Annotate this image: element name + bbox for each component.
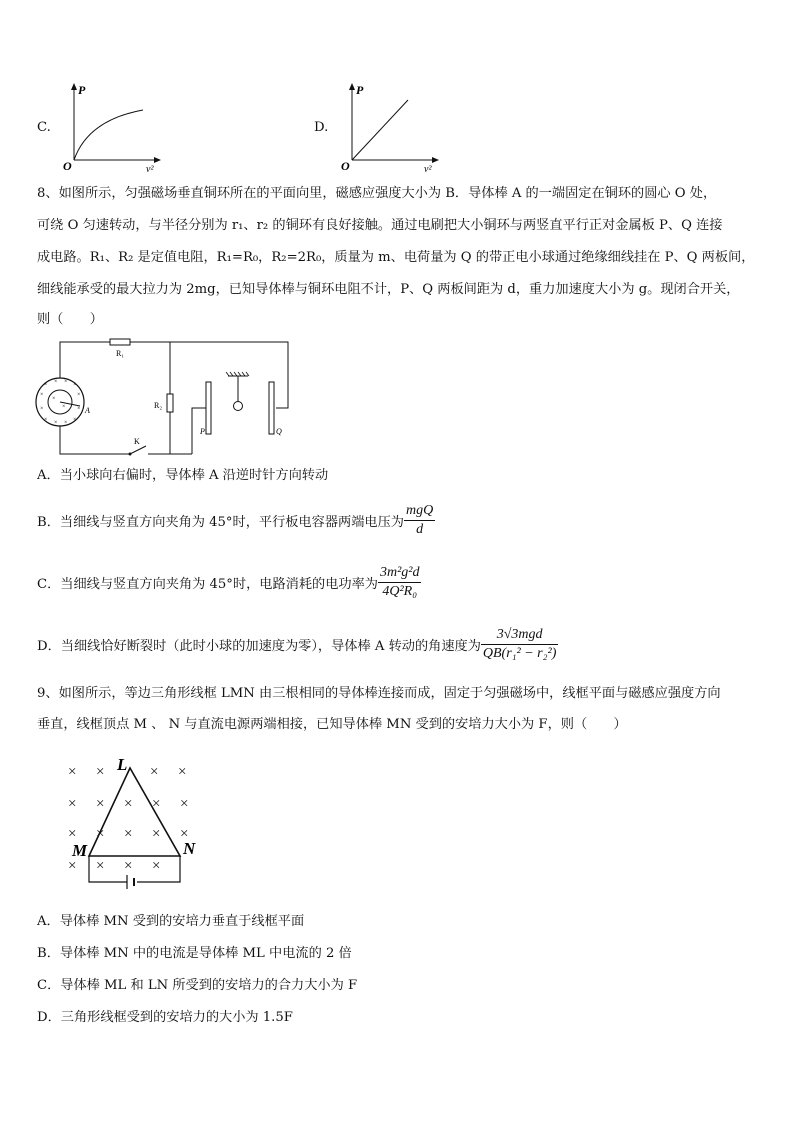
q9-line-1: 9、如图所示，等边三角形线框 LMN 由三根相同的导体棒连接而成，固定于匀强磁场中，线框平面与磁感应强度方向	[37, 686, 721, 701]
svg-text:×: ×	[40, 392, 44, 398]
q8-line-1: 8、如图所示，匀强磁场垂直铜环所在的平面向里，磁感应强度大小为 B．导体棒 A 的一端固定在铜环的圆心 O 处，	[37, 186, 717, 201]
q8-option-b-text: B．当细线与竖直方向夹角为 45°时，平行板电容器两端电压为	[37, 515, 404, 530]
svg-text:×: ×	[96, 858, 105, 874]
q9-option-b: B．导体棒 MN 中的电流是导体棒 ML 中电流的 2 倍	[37, 946, 352, 961]
svg-text:×: ×	[44, 382, 48, 388]
graph-c-origin: O	[63, 159, 72, 172]
svg-text:×: ×	[68, 858, 77, 874]
svg-text:×: ×	[178, 764, 187, 780]
svg-text:×: ×	[73, 417, 77, 423]
q9-option-c: C．导体棒 ML 和 LN 所受到的安培力的合力大小为 F	[37, 978, 358, 993]
q8-option-b-denominator: d	[416, 522, 424, 537]
svg-text:×: ×	[73, 382, 77, 388]
svg-text:×: ×	[44, 417, 48, 423]
svg-text:×: ×	[180, 796, 189, 812]
svg-text:×: ×	[77, 392, 81, 398]
q8-option-c	[37, 564, 421, 601]
svg-text:×: ×	[68, 764, 77, 780]
svg-text:×: ×	[96, 796, 105, 812]
q8-option-c-denominator: 4Q²R₀	[382, 584, 418, 599]
svg-text:×: ×	[152, 858, 161, 874]
svg-text:×: ×	[96, 826, 105, 842]
label-r1: R₁	[116, 349, 125, 358]
svg-text:×: ×	[64, 420, 68, 426]
q8-option-d-denominator: QB(r₁² − r₂²)	[482, 646, 557, 661]
q8-option-d	[37, 626, 558, 663]
label-k: K	[134, 437, 140, 446]
q8-option-c-text: C．当细线与竖直方向夹角为 45°时，电路消耗的电功率为	[37, 577, 378, 592]
svg-text:×: ×	[52, 396, 56, 402]
q9-option-d: D．三角形线框受到的安培力的大小为 1.5F	[37, 1010, 293, 1025]
svg-text:×: ×	[77, 406, 81, 412]
graph-c	[58, 80, 168, 172]
q9-line-2: 垂直，线框顶点 M 、 N 与直流电源两端相接，已知导体棒 MN 受到的安培力大小为 F，则（ ）	[37, 717, 627, 732]
graph-d-origin: O	[341, 159, 350, 172]
graph-d-y-label: P	[356, 83, 364, 97]
q9-triangle-figure	[62, 756, 212, 890]
option-d-letter: D.	[314, 120, 329, 135]
graph-d	[336, 80, 446, 172]
svg-text:×: ×	[62, 404, 66, 410]
q8-option-d-text: D．当细线恰好断裂时（此时小球的加速度为零），导体棒 A 转动的角速度为	[37, 639, 481, 654]
svg-text:×: ×	[124, 826, 133, 842]
q9-option-a: A．导体棒 MN 受到的安培力垂直于线框平面	[37, 914, 305, 929]
q8-option-a: A．当小球向右偏时，导体棒 A 沿逆时针方向转动	[37, 468, 329, 483]
q8-line-2: 可绕 O 匀速转动，与半径分别为 r₁、r₂ 的铜环有良好接触。通过电刷把大小铜环与两竖直平行正对金属板 P、Q 连接	[37, 218, 723, 233]
svg-text:×: ×	[124, 796, 133, 812]
q8-option-b-fraction	[404, 502, 435, 539]
q8-option-b	[37, 502, 435, 539]
q8-option-d-numerator: 3√3mgd	[481, 626, 558, 645]
graph-d-x-label: v²	[424, 164, 432, 172]
q8-option-d-fraction	[481, 626, 558, 663]
svg-text:×: ×	[40, 406, 44, 412]
q8-line-5: 则（ ）	[37, 312, 103, 327]
q8-option-c-numerator: 3m²g²d	[378, 564, 422, 583]
label-a: A	[85, 406, 90, 415]
q8-line-4: 细线能承受的最大拉力为 2mg，已知导体棒与铜环电阻不计，P、Q 两板间距为 d，重力加速度大小为 g。现闭合开关，	[37, 282, 740, 297]
label-p: P	[200, 427, 205, 436]
svg-text:×: ×	[54, 420, 58, 426]
label-q: Q	[276, 427, 282, 436]
label-l: L	[117, 756, 128, 774]
q8-line-3: 成电路。R₁、R₂ 是定值电阻，R₁=R₀，R₂=2R₀，质量为 m、电荷量为 Q 的带正电小球通过绝缘细线挂在 P、Q 两板间，	[37, 250, 755, 265]
q8-option-b-numerator: mgQ	[404, 502, 435, 521]
q8-option-c-fraction	[378, 564, 422, 601]
q8-circuit-figure	[30, 334, 300, 464]
svg-text:×: ×	[68, 796, 77, 812]
label-n: N	[183, 839, 196, 858]
label-m: M	[72, 841, 88, 860]
graph-c-x-label: v²	[146, 164, 154, 172]
svg-text:×: ×	[96, 764, 105, 780]
svg-text:×: ×	[180, 826, 189, 842]
svg-text:×: ×	[68, 826, 77, 842]
option-c-letter: C.	[37, 120, 51, 135]
svg-text:×: ×	[150, 764, 159, 780]
svg-text:×: ×	[152, 826, 161, 842]
label-r2: R₂	[154, 401, 163, 410]
svg-text:×: ×	[54, 379, 58, 385]
svg-text:×: ×	[152, 796, 161, 812]
graph-c-y-label: P	[78, 83, 86, 97]
svg-text:×: ×	[64, 379, 68, 385]
svg-text:×: ×	[124, 858, 133, 874]
